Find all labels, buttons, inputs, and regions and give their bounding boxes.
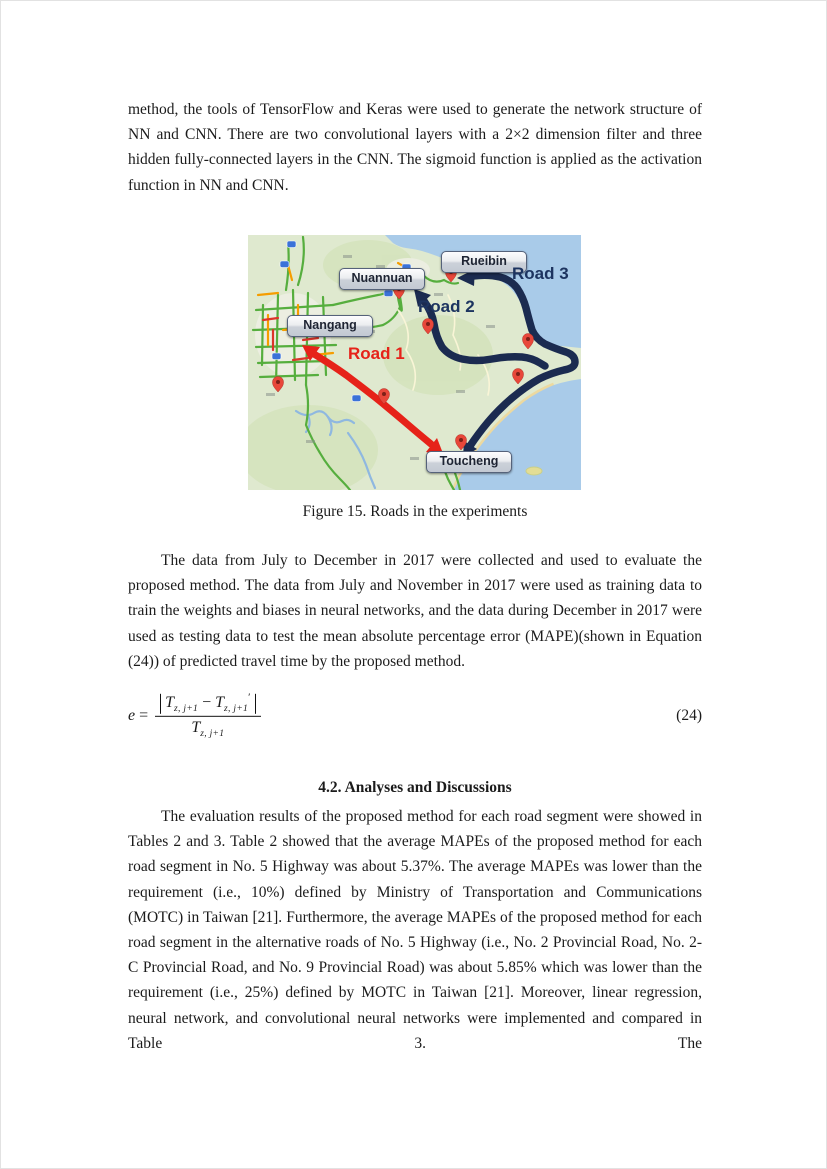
- equation-fraction: [155, 693, 260, 739]
- map-label-road3: Road 3: [512, 264, 569, 283]
- numerator-term1: T: [165, 693, 175, 711]
- paragraph-data-collection: The data from July to December in 2017 were collected and used to evaluate the proposed method. The data from July and November in 2017 were used as training data to train the weights and biases in neural networks, and the data during December in 2017 were used as testing data to test the mean absolute percentage error (MAPE)(shown in Equation (24)) of predicted travel time by the proposed method.: [128, 552, 702, 670]
- map-label-rueibin: Rueibin: [441, 251, 527, 273]
- island: [526, 467, 542, 475]
- equation-number: (24): [676, 707, 702, 724]
- numerator-term1-subscript: z, j+1: [174, 704, 199, 714]
- map-label-nangang: Nangang: [287, 315, 373, 337]
- denominator-subscript: z, j+1: [200, 729, 225, 740]
- roads-map-figure: [248, 235, 581, 490]
- minus-sign: −: [202, 693, 212, 711]
- denominator-term: T: [191, 719, 201, 736]
- equation-lhs: e: [128, 707, 136, 724]
- map-label-road1: Road 1: [348, 344, 405, 363]
- map-label-nuannuan: Nuannuan: [339, 268, 425, 290]
- section-heading: 4.2. Analyses and Discussions: [318, 779, 512, 796]
- equation-24: [128, 685, 702, 747]
- absolute-value: [160, 691, 255, 714]
- map-label-toucheng: Toucheng: [426, 451, 512, 473]
- paragraph-evaluation-results: The evaluation results of the proposed method for each road segment were showed in Tables 2 and 3. Table 2 showed that the average MAPEs of the proposed method for each road segment in No. 5 Highway was about 5.37%. The average MAPEs was lower than the requirement (i.e., 10%) defined by Ministry of Transportation and Communications (MOTC) in Taiwan [21]. Furthermore, the average MAPEs of the proposed method for each road segment in the alternative roads of No. 5 Highway (i.e., No. 2 Provincial Road, No. 2-C Provincial Road, and No. 9 Provincial Road) was about 5.85% which was lower than the requirement (i.e., 25%) defined by MOTC in Taiwan [21]. Moreover, linear regression, neural network, and convolutional neural networks were implemented and compared in Table 3. The: [128, 808, 702, 1052]
- paragraph-methods: method, the tools of TensorFlow and Keras were used to generate the network structure of NN and CNN. There are two convolutional layers with a 2×2 dimension filter and three hidden fully-connected layers in the CNN. The sigmoid function is applied as the activation function in NN and CNN.: [128, 101, 702, 194]
- figure-caption: Figure 15. Roads in the experiments: [302, 503, 528, 520]
- prime-mark: ′: [248, 691, 251, 704]
- map-label-road2: Road 2: [418, 297, 475, 316]
- equation-expression: [128, 693, 261, 739]
- equals-sign: =: [139, 707, 149, 724]
- numerator-term2-subscript: z, j+1: [224, 704, 249, 714]
- numerator-term2: T: [215, 693, 225, 711]
